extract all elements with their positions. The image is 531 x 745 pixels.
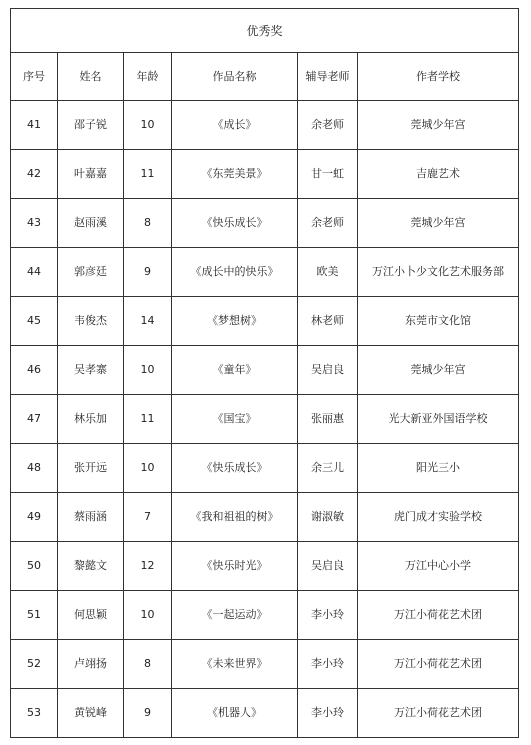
cell-age: 11 (124, 150, 172, 199)
cell-teacher: 余老师 (298, 199, 358, 248)
header-number: 序号 (11, 53, 58, 101)
cell-teacher: 吴启良 (298, 346, 358, 395)
cell-name: 林乐加 (58, 395, 124, 444)
cell-teacher: 李小玲 (298, 689, 358, 738)
cell-school: 虎门成才实验学校 (358, 493, 519, 542)
cell-teacher: 余三儿 (298, 444, 358, 493)
cell-work-title: 《成长》 (172, 101, 298, 150)
cell-age: 10 (124, 444, 172, 493)
cell-name: 邵子锐 (58, 101, 124, 150)
cell-age: 10 (124, 346, 172, 395)
table-row (11, 101, 519, 150)
cell-number: 46 (11, 346, 58, 395)
cell-work-title: 《一起运动》 (172, 591, 298, 640)
cell-name: 郭彦廷 (58, 248, 124, 297)
cell-name: 叶嘉嘉 (58, 150, 124, 199)
table-row (11, 346, 519, 395)
cell-name: 卢翊扬 (58, 640, 124, 689)
cell-name: 黎懿文 (58, 542, 124, 591)
award-sheet (10, 8, 518, 738)
cell-work-title: 《快乐时光》 (172, 542, 298, 591)
cell-school: 万江小卜少文化艺术服务部 (358, 248, 519, 297)
header-age: 年龄 (124, 53, 172, 101)
header-name: 姓名 (58, 53, 124, 101)
cell-school: 光大新亚外国语学校 (358, 395, 519, 444)
cell-name: 吴孝寨 (58, 346, 124, 395)
cell-age: 11 (124, 395, 172, 444)
table-row (11, 444, 519, 493)
cell-work-title: 《快乐成长》 (172, 444, 298, 493)
cell-name: 黄锐峰 (58, 689, 124, 738)
table-title: 优秀奖 (11, 9, 519, 53)
cell-age: 8 (124, 640, 172, 689)
cell-number: 45 (11, 297, 58, 346)
header-row (11, 53, 519, 101)
table-row (11, 395, 519, 444)
cell-school: 莞城少年宫 (358, 346, 519, 395)
cell-school: 万江小荷花艺术团 (358, 640, 519, 689)
cell-teacher: 林老师 (298, 297, 358, 346)
cell-school: 万江小荷花艺术团 (358, 689, 519, 738)
cell-work-title: 《童年》 (172, 346, 298, 395)
cell-work-title: 《梦想树》 (172, 297, 298, 346)
header-teacher: 辅导老师 (298, 53, 358, 101)
cell-school: 万江中心小学 (358, 542, 519, 591)
table-row (11, 689, 519, 738)
cell-teacher: 张丽惠 (298, 395, 358, 444)
table-row (11, 493, 519, 542)
cell-school: 万江小荷花艺术团 (358, 591, 519, 640)
cell-age: 10 (124, 101, 172, 150)
cell-name: 何思颖 (58, 591, 124, 640)
header-school: 作者学校 (358, 53, 519, 101)
cell-age: 9 (124, 689, 172, 738)
cell-number: 50 (11, 542, 58, 591)
cell-number: 43 (11, 199, 58, 248)
cell-name: 韦俊杰 (58, 297, 124, 346)
cell-work-title: 《我和祖祖的树》 (172, 493, 298, 542)
cell-age: 9 (124, 248, 172, 297)
cell-name: 赵雨溪 (58, 199, 124, 248)
table-row (11, 640, 519, 689)
cell-age: 7 (124, 493, 172, 542)
cell-work-title: 《快乐成长》 (172, 199, 298, 248)
header-work-title: 作品名称 (172, 53, 298, 101)
table-row (11, 150, 519, 199)
cell-work-title: 《东莞美景》 (172, 150, 298, 199)
cell-number: 53 (11, 689, 58, 738)
cell-teacher: 甘一虹 (298, 150, 358, 199)
table-row (11, 591, 519, 640)
cell-number: 44 (11, 248, 58, 297)
cell-work-title: 《国宝》 (172, 395, 298, 444)
cell-number: 49 (11, 493, 58, 542)
cell-age: 10 (124, 591, 172, 640)
cell-work-title: 《未来世界》 (172, 640, 298, 689)
cell-teacher: 谢淑敏 (298, 493, 358, 542)
cell-teacher: 李小玲 (298, 591, 358, 640)
cell-number: 48 (11, 444, 58, 493)
cell-work-title: 《成长中的快乐》 (172, 248, 298, 297)
cell-number: 47 (11, 395, 58, 444)
cell-school: 阳光三小 (358, 444, 519, 493)
cell-school: 莞城少年宫 (358, 101, 519, 150)
cell-number: 41 (11, 101, 58, 150)
cell-teacher: 余老师 (298, 101, 358, 150)
cell-teacher: 欧美 (298, 248, 358, 297)
title-row (11, 9, 519, 53)
table-row (11, 248, 519, 297)
cell-number: 42 (11, 150, 58, 199)
cell-name: 蔡雨涵 (58, 493, 124, 542)
table-row (11, 297, 519, 346)
table-row (11, 542, 519, 591)
award-table (10, 8, 519, 738)
cell-number: 51 (11, 591, 58, 640)
table-body (11, 101, 519, 738)
table-row (11, 199, 519, 248)
cell-age: 14 (124, 297, 172, 346)
cell-teacher: 吴启良 (298, 542, 358, 591)
cell-name: 张开远 (58, 444, 124, 493)
cell-school: 吉鹿艺术 (358, 150, 519, 199)
cell-teacher: 李小玲 (298, 640, 358, 689)
cell-school: 东莞市文化馆 (358, 297, 519, 346)
cell-age: 8 (124, 199, 172, 248)
cell-number: 52 (11, 640, 58, 689)
cell-work-title: 《机器人》 (172, 689, 298, 738)
cell-school: 莞城少年宫 (358, 199, 519, 248)
cell-age: 12 (124, 542, 172, 591)
